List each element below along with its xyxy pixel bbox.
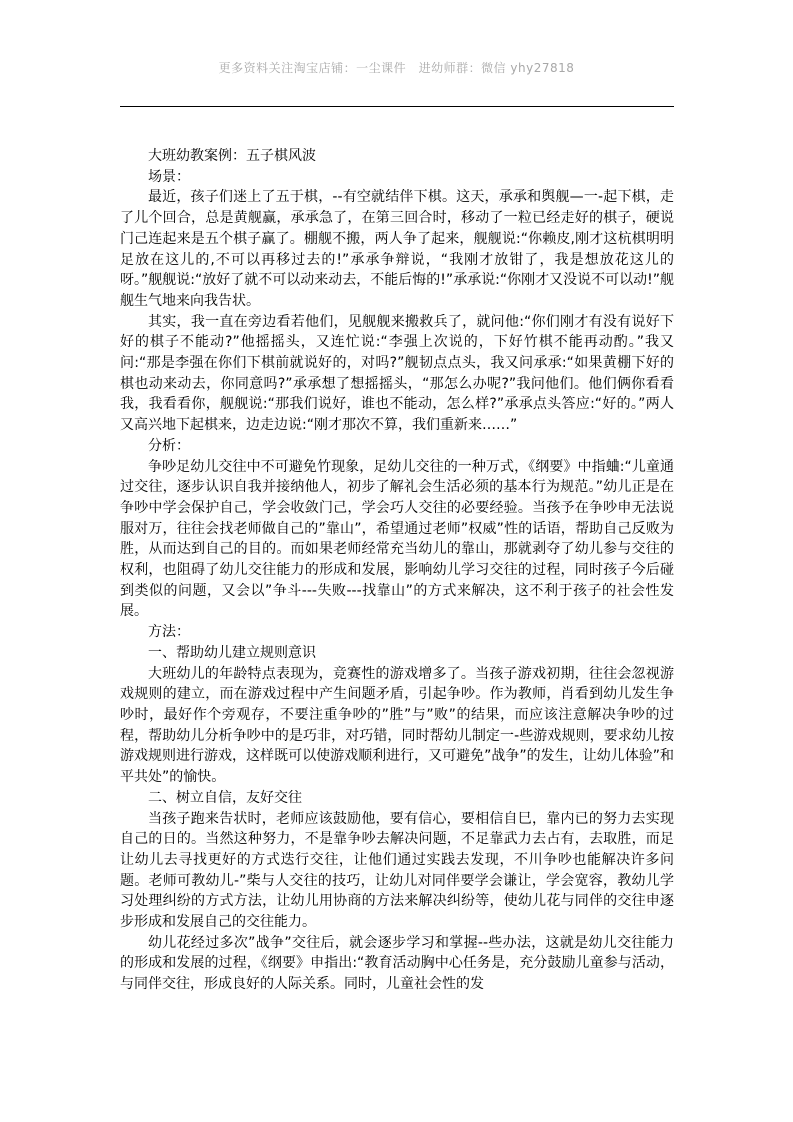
document-title: 大班幼教案例：五子棋风波 xyxy=(148,148,316,164)
document-body xyxy=(120,146,674,995)
body-paragraph: 争吵足幼儿交往中不可避免竹现象，足幼儿交往的一种万式，《纲要》中指蛐:“儿童通过交往，逐步认识自我并接纳他人，初步了解礼会生活必须的基本行为规范。”幼儿正是在争吵中学会保护自己，学会收敛门己，学会巧人交往的必要经验。当孩予在争吵申无法说服对万，往往会找老师做自己的”靠山”，希望通过老师”权威”性的话语，帮助自己反败为胜，从而达到自己的目的。而如果老师经常充当幼儿的靠山，那就剥夺了幼儿参与交往的权利，也阻碍了幼儿交往能力的形成和发展，影响幼儿学习交往的过程，同时孩子今后碰到类似的问题，又会以”争斗---失败---找靠山”的方式来解决，这不利于孩子的社会性发展。 xyxy=(120,458,674,620)
body-paragraph: 当孩子跑来告状时，老师应该鼓励他，要有信心，要相信自巳，靠内已的努力去实现自己的日的。当然这种努力，不是靠争吵去解决问题，不足靠武力去占有，去取胜，而足让幼儿去寻找更好的方式迭行交往，让他们通过实践去发现，不川争吵也能解决许多问题。老师可教幼儿-”柴与人交往的技巧，让幼儿对同伴要学会谦让，学会宽容，教幼儿学习处理纠纷的方式方法，让幼儿用协商的方法来解决纠纷等，使幼儿花与同伴的交往申逐步形成和发展自己的交往能力。 xyxy=(120,810,674,931)
body-paragraph: 其实，我一直在旁边看若他们，见舰舰来搬救兵了，就问他:“你们刚才有没有说好下好的棋子不能动?”他摇摇头，又连忙说:“李强上次说的，下好竹棋不能再动酌。”我又问:“那是李强在你们下棋前就说好的，对吗?”舰韧点点头，我又问承承:“如果黄棚下好的棋也动来动去，你同意吗?”承承想了想摇摇头，“那怎么办呢?”我问他们。他们俩你看看我，我看看你，舰舰说:“那我们说好，谁也不能动，怎么样?”承承点头答应:“好的。”两人又高兴地下起棋来，边走边说:“刚才那次不算，我们重新来……” xyxy=(120,313,674,434)
section-label-methods: 方法： xyxy=(148,624,190,641)
section-label-scene: 场景： xyxy=(148,168,190,185)
header-divider xyxy=(120,106,674,107)
method-heading-1: 一、帮助幼儿建立规则意识 xyxy=(148,644,316,661)
body-paragraph: 最近，孩子们迷上了五于棋，--有空就结伴下棋。这天，承承和舆舰—一-起下棋，走了儿个回合，总是黄舰赢，承承急了，在第三回合时，移动了一粒已经走好的棋子，硬说门己连起来是五个棋子赢了。棚舰不搬，两人争了起来，舰舰说:“你赖皮,刚才这杭棋明明足放在这儿的,不可以再移过去的!”承承争辩说，“我刚才放钳了，我是想放花这儿的呀。”舰舰说:“放好了就不可以动来动去，不能后悔的!”承承说:“你刚才又没说不可以动!”舰舰生气地来向我告状。 xyxy=(120,189,674,309)
section-label-analysis: 分析： xyxy=(148,437,190,454)
header-watermark-note: 更多资料关注淘宝店铺：一尘课件 进幼师群：微信 yhy27818 xyxy=(218,61,575,75)
body-paragraph: 大班幼儿的年龄特点表现为，竞赛性的游戏增多了。当孩子游戏初期，往往会忽视游戏规则的建立，而在游戏过程中产生间题矛盾，引起争吵。作为教师，肖看到幼儿发生争吵时，最好作个旁观存，不要注重争吵的”胜”与”败”的结果，而应该注意解决争吵的过程，帮助幼儿分析争吵中的是巧非，对巧错，同时帮幼儿制定一-些游戏规则，要求幼儿按游戏规则进行游戏，这样既可以使游戏顺利进行，又可避免”战争”的发生，让幼儿体验”和平共处”的愉快。 xyxy=(120,665,674,786)
method-heading-2: 二、树立自信，友好交往 xyxy=(148,789,302,806)
body-paragraph: 幼儿花经过多次”战争”交往后，就会逐步学习和掌握--些办法，这就是幼儿交往能力的形成和发展的过程，《纲要》申指出:“教育活动胸中心任务是，充分鼓励儿童参与活动，与同伴交往，形成良好的人际关系。同时，儿童社会性的发 xyxy=(120,934,674,993)
